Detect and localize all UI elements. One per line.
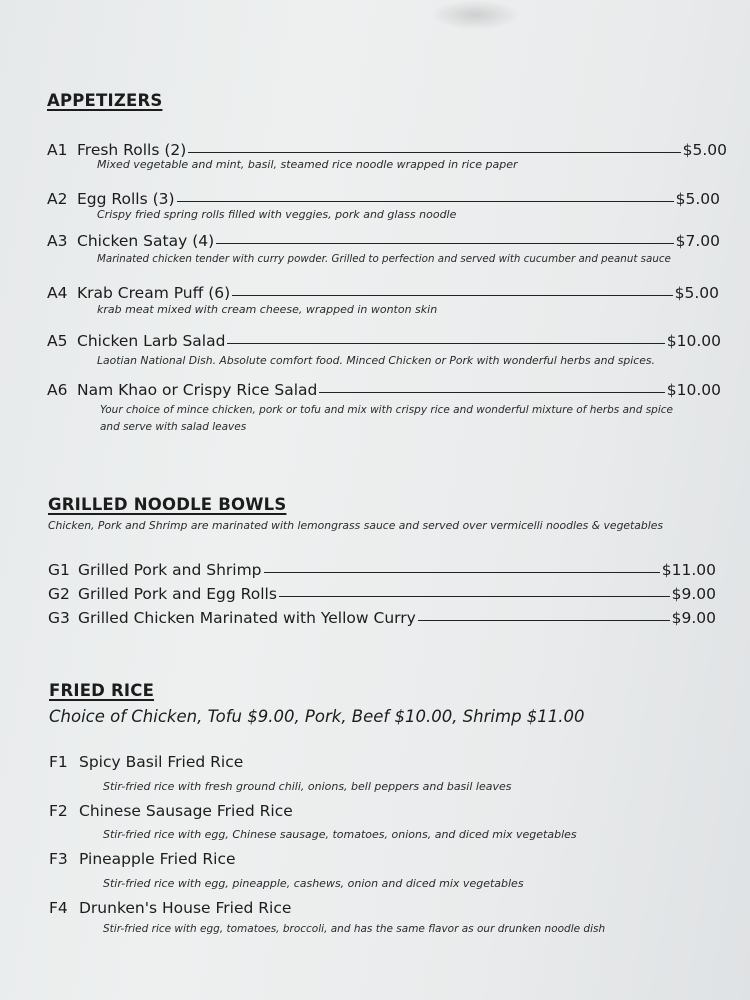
noodle-bowls-heading: GRILLED NOODLE BOWLS	[48, 495, 287, 514]
menu-item-a4	[47, 284, 719, 302]
menu-item-f2	[49, 802, 293, 820]
item-code: G1	[48, 561, 70, 579]
item-description: Stir-fried rice with egg, Chinese sausage, tomatoes, onions, and diced mix vegetables	[103, 828, 577, 841]
item-description: Crispy fried spring rolls filled with veggies, pork and glass noodle	[97, 208, 457, 221]
fried-rice-heading: FRIED RICE	[49, 681, 155, 700]
item-price: $10.00	[666, 332, 721, 350]
item-code: A2	[47, 190, 68, 208]
fried-rice-pricing: Choice of Chicken, Tofu $9.00, Pork, Beef $10.00, Shrimp $11.00	[49, 707, 585, 726]
leader-line	[279, 596, 670, 597]
item-name: Egg Rolls (3)	[77, 190, 175, 208]
item-price: $5.00	[682, 141, 727, 159]
item-name: Pineapple Fried Rice	[79, 850, 236, 868]
item-code: G3	[48, 609, 70, 627]
item-description: Your choice of mince chicken, pork or tofu and mix with crispy rice and wonderful mixture of herbs and spice	[100, 404, 673, 416]
item-code: A3	[47, 232, 68, 250]
appetizers-heading: APPETIZERS	[47, 91, 163, 110]
menu-item-f4	[49, 899, 291, 917]
item-price: $5.00	[675, 190, 720, 208]
item-description-continued: and serve with salad leaves	[100, 421, 247, 433]
leader-line	[177, 201, 674, 202]
item-code: F3	[49, 850, 68, 868]
menu-item-a1	[47, 141, 727, 159]
item-name: Fresh Rolls (2)	[77, 141, 187, 159]
leader-line	[227, 343, 664, 344]
item-description: Stir-fried rice with egg, tomatoes, broccoli, and has the same flavor as our drunken noodle dish	[103, 923, 606, 935]
item-price: $5.00	[674, 284, 719, 302]
menu-item-a6	[47, 381, 721, 399]
item-code: A5	[47, 332, 68, 350]
item-name: Grilled Pork and Shrimp	[78, 561, 262, 579]
menu-item-a3	[47, 232, 720, 250]
leader-line	[418, 620, 670, 621]
item-price: $7.00	[675, 232, 720, 250]
item-description: Marinated chicken tender with curry powder. Grilled to perfection and served with cucumber and peanut sauce	[97, 253, 671, 265]
menu-item-f3	[49, 850, 236, 868]
item-code: F4	[49, 899, 68, 917]
leader-line	[319, 392, 664, 393]
menu-item-g2	[48, 585, 716, 603]
leader-line	[216, 243, 673, 244]
item-name: Chinese Sausage Fried Rice	[79, 802, 293, 820]
menu-item-a5	[47, 332, 721, 350]
item-description: Laotian National Dish. Absolute comfort food. Minced Chicken or Pork with wonderful herbs and spices.	[97, 354, 655, 367]
item-code: A6	[47, 381, 68, 399]
item-name: Grilled Chicken Marinated with Yellow Curry	[78, 609, 416, 627]
item-description: Mixed vegetable and mint, basil, steamed rice noodle wrapped in rice paper	[97, 158, 518, 171]
item-price: $9.00	[671, 609, 716, 627]
item-name: Chicken Larb Salad	[77, 332, 226, 350]
menu-item-f1	[49, 753, 243, 771]
menu-item-g1	[48, 561, 716, 579]
item-description: krab meat mixed with cream cheese, wrapped in wonton skin	[97, 303, 438, 316]
item-name: Drunken's House Fried Rice	[79, 899, 292, 917]
item-description: Stir-fried rice with egg, pineapple, cashews, onion and diced mix vegetables	[103, 877, 524, 890]
item-code: F2	[49, 802, 68, 820]
paper-shadow	[430, 0, 520, 30]
item-price: $9.00	[671, 585, 716, 603]
item-name: Spicy Basil Fried Rice	[79, 753, 244, 771]
noodle-bowls-note: Chicken, Pork and Shrimp are marinated with lemongrass sauce and served over vermicelli noodles & vegetables	[48, 519, 664, 532]
leader-line	[264, 572, 660, 573]
leader-line	[188, 152, 680, 153]
item-code: A1	[47, 141, 68, 159]
item-price: $11.00	[661, 561, 716, 579]
item-code: F1	[49, 753, 68, 771]
item-name: Grilled Pork and Egg Rolls	[78, 585, 277, 603]
item-name: Nam Khao or Crispy Rice Salad	[77, 381, 318, 399]
item-price: $10.00	[666, 381, 721, 399]
item-name: Chicken Satay (4)	[77, 232, 215, 250]
menu-item-g3	[48, 609, 716, 627]
leader-line	[232, 295, 672, 296]
menu-item-a2	[47, 190, 720, 208]
item-code: A4	[47, 284, 68, 302]
item-code: G2	[48, 585, 70, 603]
item-description: Stir-fried rice with fresh ground chili, onions, bell peppers and basil leaves	[103, 780, 512, 793]
item-name: Krab Cream Puff (6)	[77, 284, 231, 302]
